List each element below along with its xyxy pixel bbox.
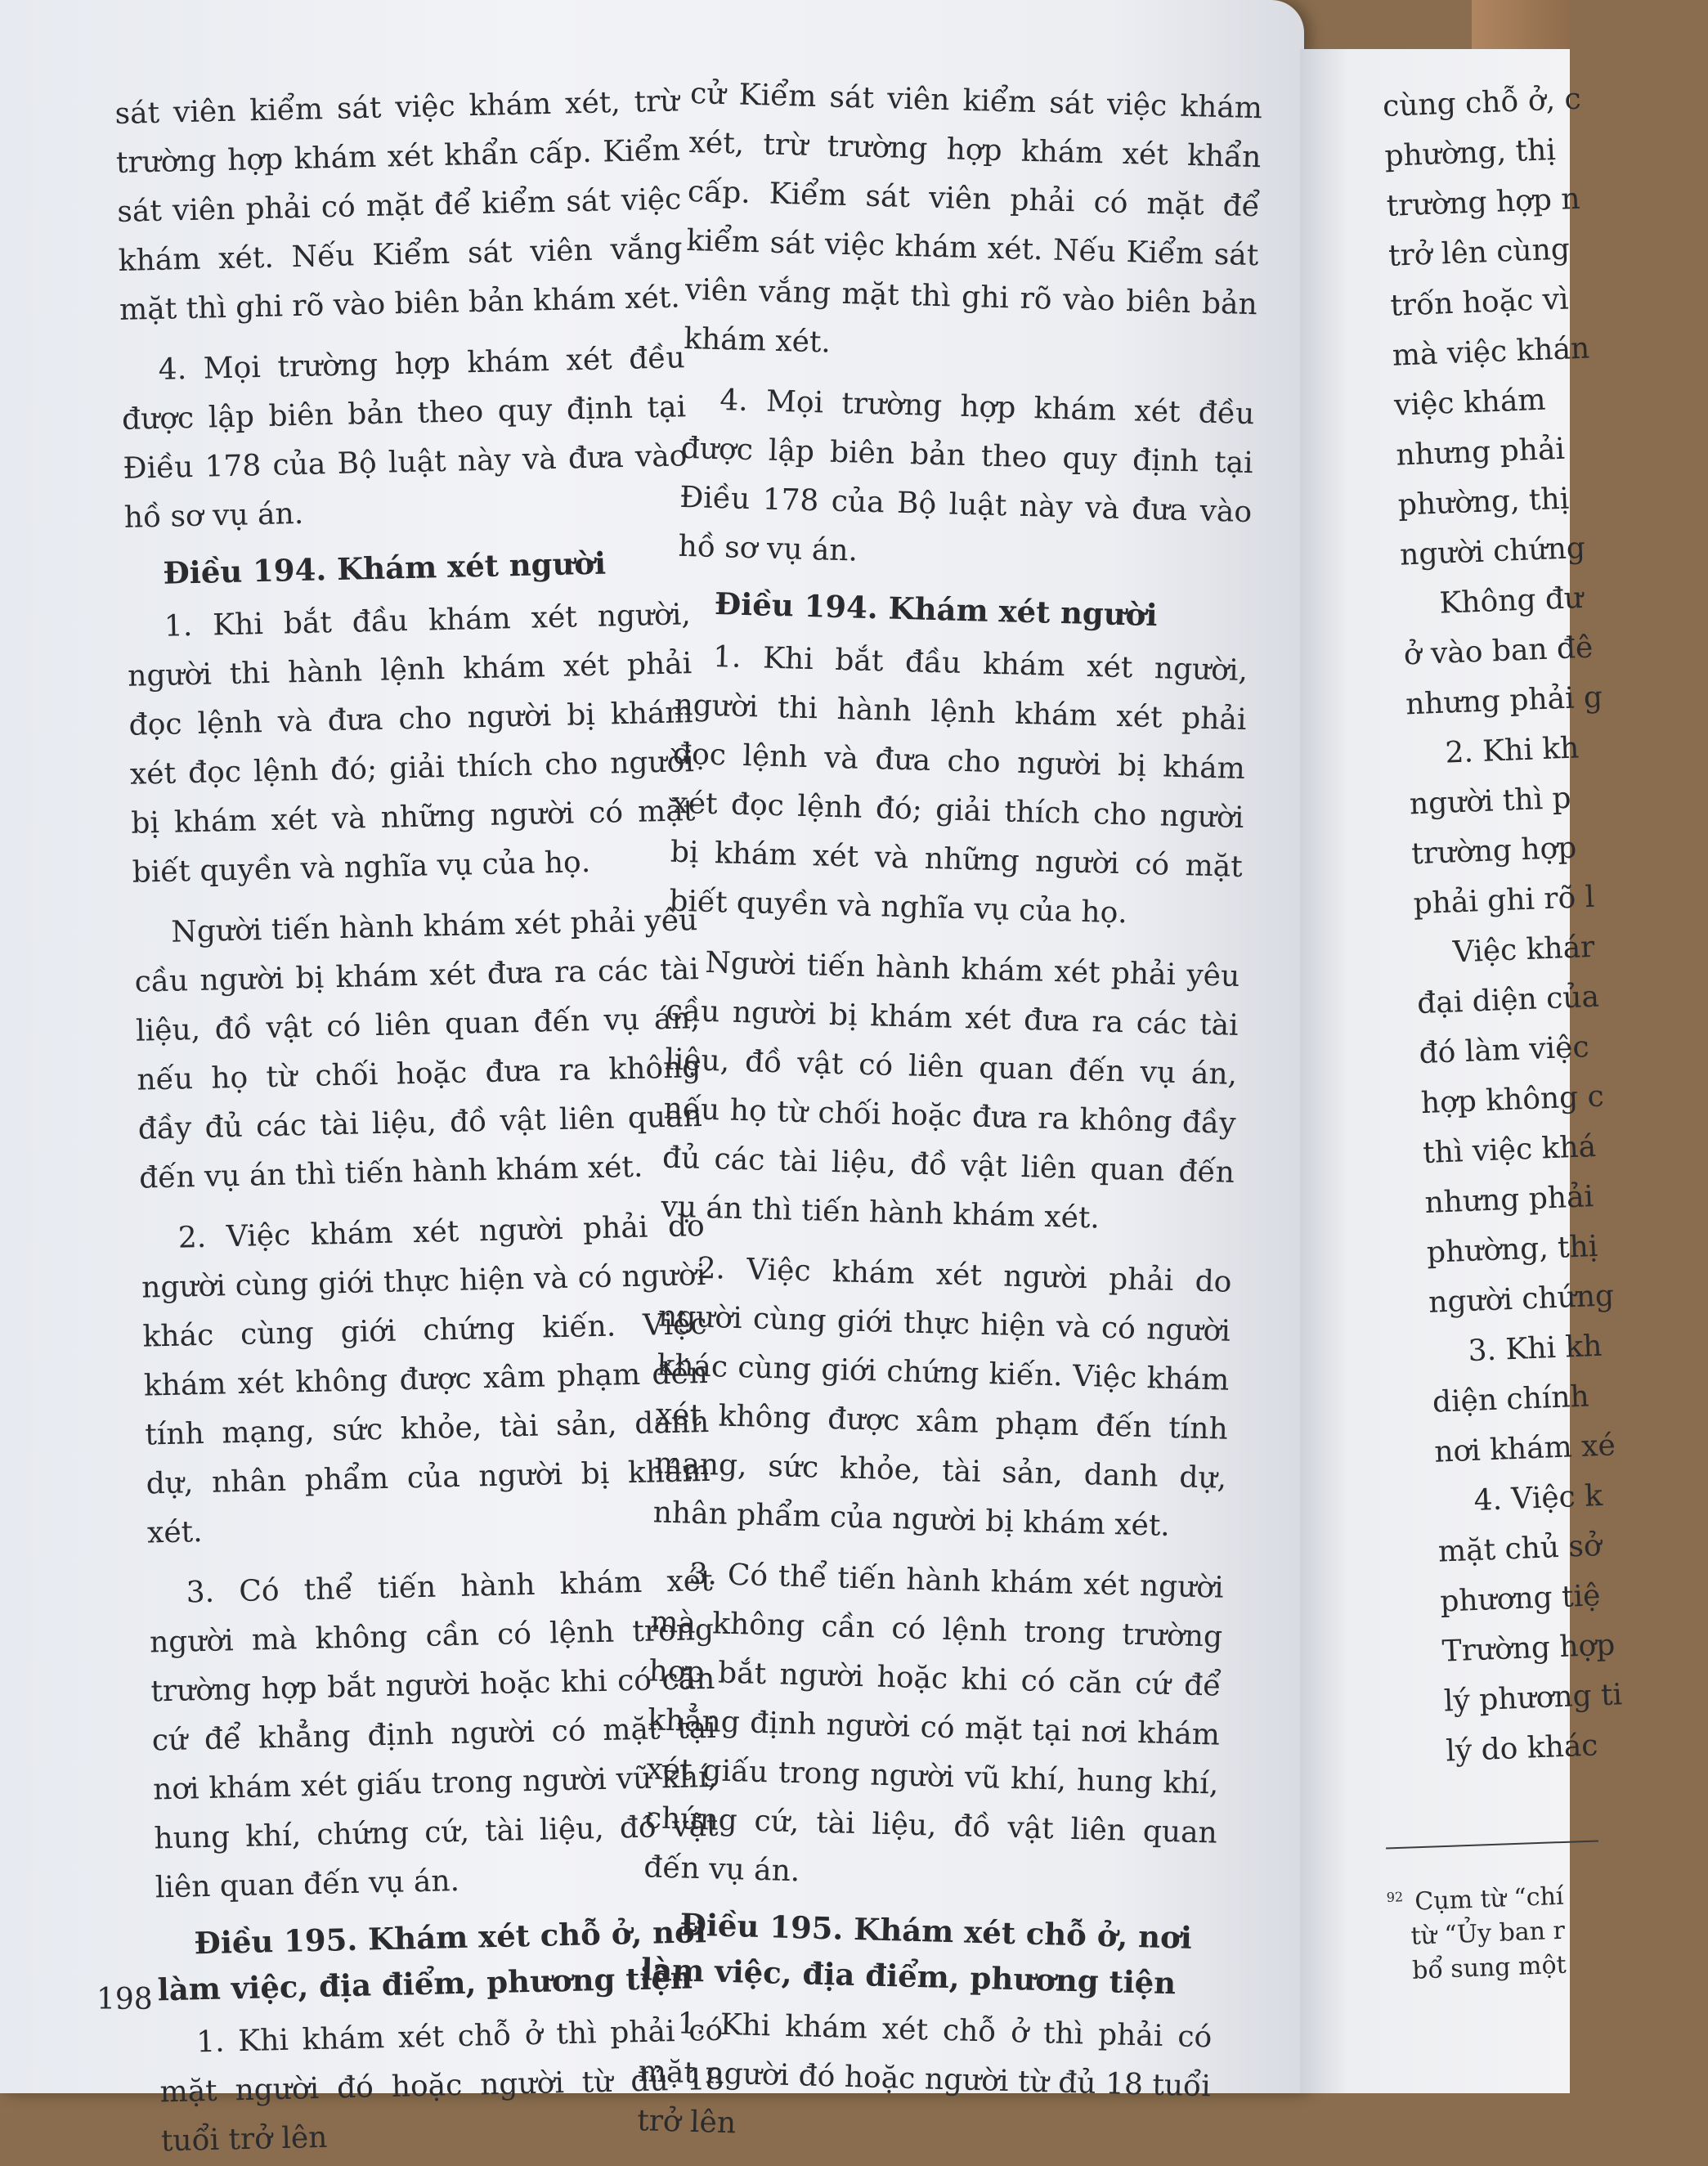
text-line: người thì p [1409,781,1572,822]
paragraph: 1. Khi khám xét chỗ ở thì phải có mặt người đó hoặc người từ đủ 18 tuổi trở lên [636,2007,1213,2141]
paragraph: 2. Việc khám xét người phải do người cùng giới thực hiện và có người khác cùng giới chứng kiến. Việc khám xét không được xâm phạm đến tính mạng, sức khỏe, tài sản, danh dự, nhân phẩm của người bị khám xét. [652,1251,1232,1543]
paragraph: 3. Có thể tiến hành khám xét người mà không cần có lệnh trong trường hợp bắt người hoặc khi có căn cứ để khẳng định người có mặt tại nơi khám xét giấu trong người vũ khí, hung khí, chứng cứ, tài liệu, đồ vật liên quan đến vụ án. [643,1557,1225,1889]
text-line: đại diện của [1416,980,1600,1021]
text-line: trốn hoặc vì [1389,282,1570,323]
footnote-marker: 92 [1386,1889,1404,1905]
text-line: cùng chỗ ở, c [1382,82,1582,123]
paragraph: 4. Mọi trường hợp khám xét đều được lập biên bản theo quy định tại Điều 178 của Bộ luật này và đưa vào hồ sơ vụ án. [678,383,1255,568]
footnote-line-1: $^{92}$ Cụm từ “chí [1386,1881,1565,1917]
text-line: 4. Việc k [1473,1478,1603,1518]
article-heading-194: Điều 194. Khám xét người [714,585,1159,634]
text-column-middle [637,70,1263,2160]
paragraph: 4. Mọi trường hợp khám xét đều được lập biên bản theo quy định tại Điều 178 của Bộ luật này và đưa vào hồ sơ vụ án. [121,341,688,535]
text-line: phải ghi rõ l [1412,880,1595,922]
text-line: đó làm việc [1418,1030,1590,1071]
text-line: 3. Khi kh [1467,1329,1603,1369]
article-heading-195: Điều 195. Khám xét chỗ ở, nơi làm việc, địa điểm, phương tiện [640,1906,1193,2002]
text-line: ở vào ban đê [1403,630,1594,672]
paragraph: Người tiến hành khám xét phải yêu cầu người bị khám xét đưa ra các tài liệu, đồ vật có liên quan đến vụ án, nếu họ từ chối hoặc đưa ra không đầy đủ các tài liệu, đồ vật liên quan đến vụ án thì tiến hành khám xét. [661,945,1240,1235]
text-line: 2. Khi kh [1444,731,1580,770]
paragraph: 3. Có thể tiến hành khám xét người mà không cần có lệnh trong trường hợp bắt người hoặc khi có căn cứ để khẳng định người có mặt tại nơi khám xét giấu trong người vũ khí, hung khí, chứng cứ, tài liệu, đồ vật liên quan đến vụ án. [149,1563,719,1905]
page-number: 198 [96,1983,153,2016]
text-line: trường hợp [1410,831,1578,872]
footnote-line-2: từ “Ủy ban r [1410,1916,1566,1951]
text-line: lý do khác [1445,1729,1599,1769]
paragraph: cử Kiểm sát viên kiểm sát việc khám xét, trừ trường hợp khám xét khẩn cấp. Kiểm sát viên phải có mặt để kiểm sát việc khám xét. Nếu Kiểm sát viên vắng mặt thì ghi rõ vào biên bản khám xét. [683,76,1263,360]
paragraph: 2. Việc khám xét người phải do người cùng giới thực hiện và có người khác cùng giới chứng kiến. Việc khám xét không được xâm phạm đến tính mạng, sức khỏe, tài sản, danh dự, nhân phẩm của người bị khám xét. [141,1209,711,1550]
text-line: hợp không c [1420,1079,1605,1121]
text-line: nhưng phải [1395,432,1566,473]
paragraph: sát viên kiểm sát việc khám xét, trừ trường hợp khám xét khẩn cấp. Kiểm sát viên phải có mặt để kiểm sát việc khám xét. Nếu Kiểm sát viên vắng mặt thì ghi rõ vào biên bản khám xét. [114,84,684,327]
text-line: nhưng phải g [1405,680,1603,722]
paragraph: 1. Khi bắt đầu khám xét người, người thi hành lệnh khám xét phải đọc lệnh và đưa cho người bị khám xét đọc lệnh đó; giải thích cho người bị khám xét và những người có mặt biết quyền và nghĩa vụ của họ. [127,598,696,890]
text-line: thì việc khá [1422,1129,1597,1171]
text-line: phường, thị [1383,132,1557,173]
article-heading-195: Điều 195. Khám xét chỗ ở, nơi làm việc, địa điểm, phương tiện [157,1913,707,2008]
text-line: phường, thị [1397,482,1570,522]
text-line: người chứng [1428,1279,1615,1320]
text-line: trường hợp n [1386,182,1581,223]
text-line: mà việc khán [1392,331,1590,373]
text-line: việc khám [1393,383,1547,423]
paragraph: 1. Khi khám xét chỗ ở thì phải có mặt người đó hoặc người từ đủ 18 tuổi trở lên [159,2013,724,2159]
text-line: nơi khám xé [1433,1428,1616,1469]
text-line: lý phương ti [1443,1678,1623,1719]
text-line: phường, thị [1426,1229,1599,1270]
footnote [1386,1871,1652,1989]
paragraph: Người tiến hành khám xét phải yêu cầu người bị khám xét đưa ra các tài liệu, đồ vật có liên quan đến vụ án, nếu họ từ chối hoặc đưa ra không đầy đủ các tài liệu, đồ vật liên quan đến vụ án thì tiến hành khám xét. [134,904,703,1195]
text-line: người chứng [1399,531,1586,572]
text-line: trở lên cùng [1387,232,1571,273]
text-column-left [114,77,725,2166]
article-heading-194: Điều 194. Khám xét người [162,545,607,591]
text-line: mặt chủ sở [1437,1529,1603,1569]
text-line: Trường hợp [1441,1628,1616,1669]
footnote-line-3: bổ sung một [1411,1950,1567,1985]
text-line: Không đư [1438,581,1584,621]
text-line: Việc khár [1452,930,1596,970]
text-line: diện chính [1432,1379,1590,1419]
paragraph: 1. Khi bắt đầu khám xét người, người thi hành lệnh khám xét phải đọc lệnh và đưa cho người bị khám xét đọc lệnh đó; giải thích cho người bị khám xét và những người có mặt biết quyền và nghĩa vụ của họ. [668,639,1248,931]
text-line: nhưng phải [1423,1180,1594,1220]
text-line: phương tiệ [1439,1579,1602,1619]
